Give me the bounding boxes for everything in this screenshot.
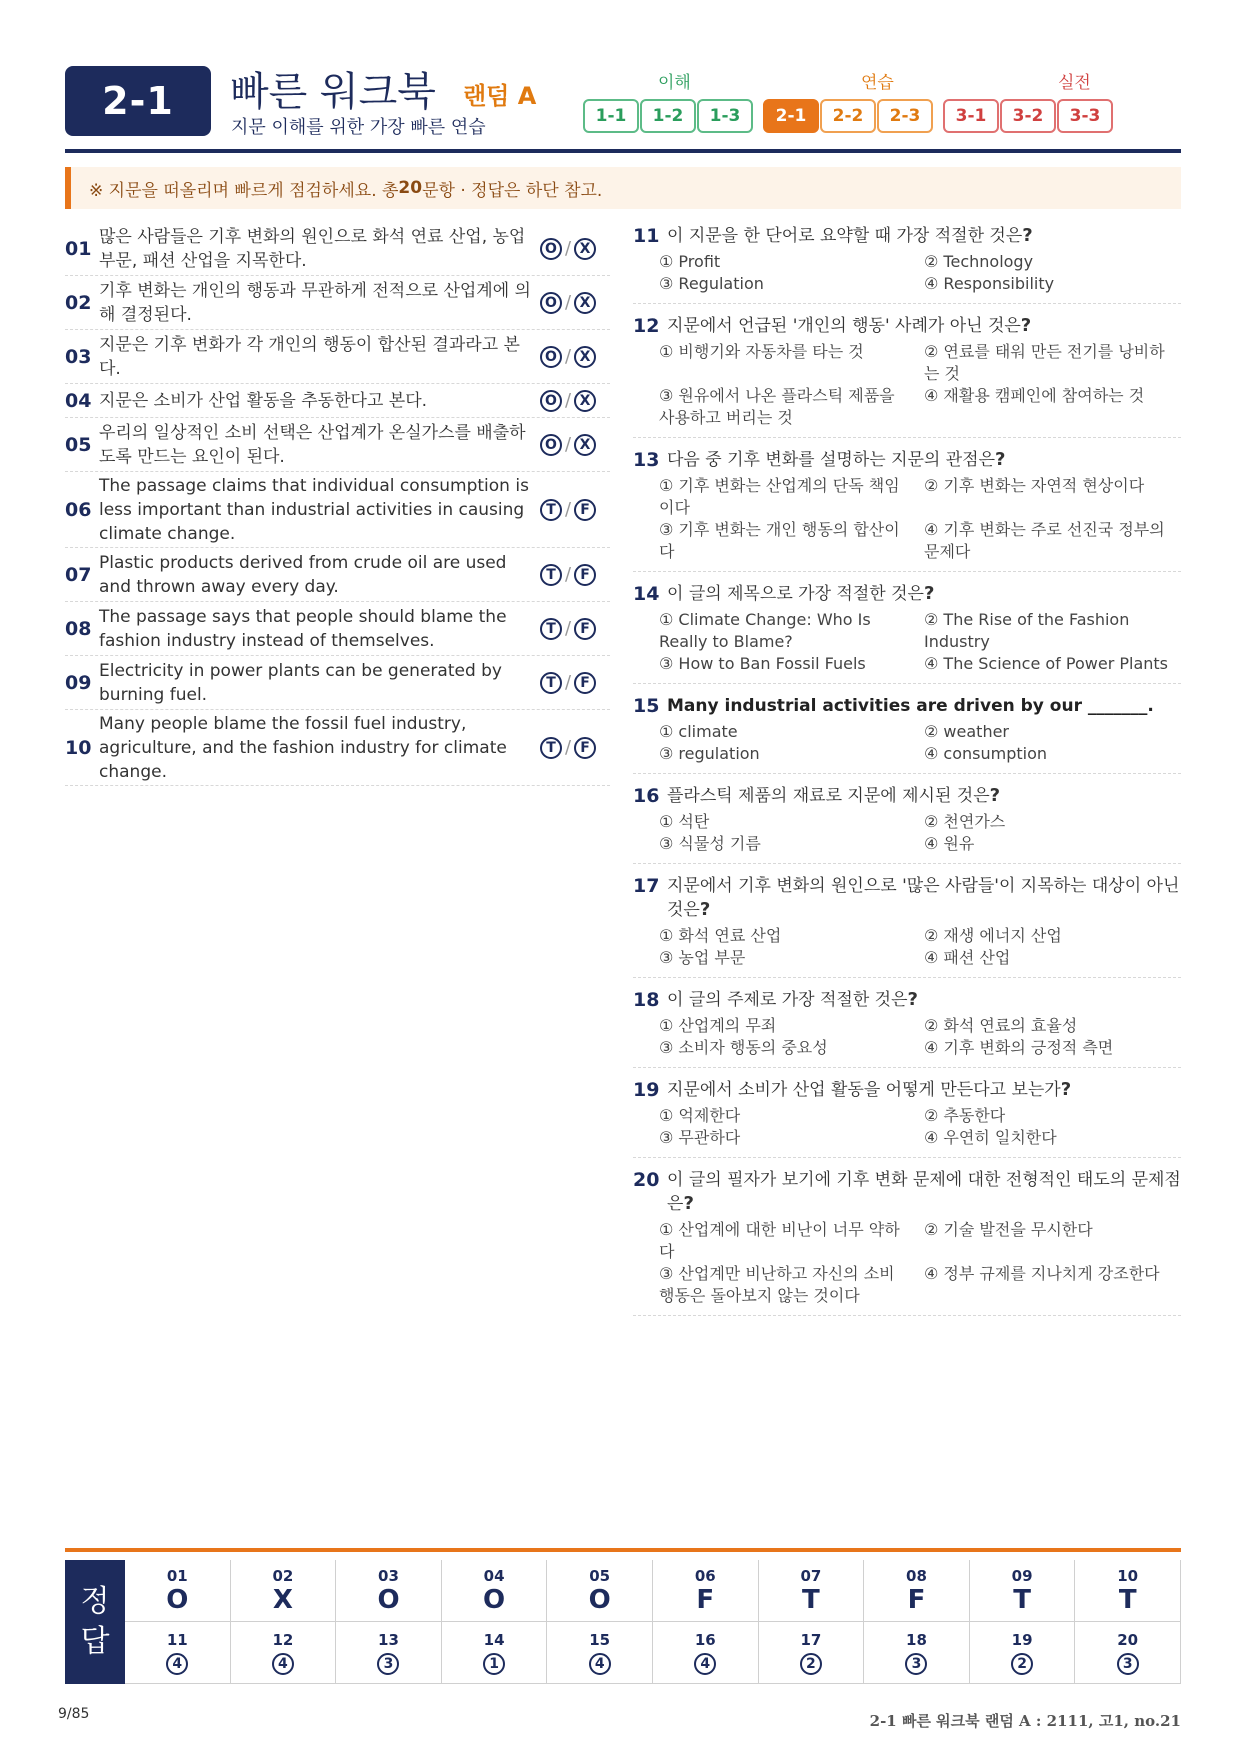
answer-value: O	[588, 1584, 611, 1615]
question-statement: 우리의 일상적인 소비 선택은 산업계가 온실가스를 배출하도록 만드는 요인이 된다.	[99, 422, 526, 467]
answer-number: 12	[272, 1630, 294, 1649]
question-text: 이 글의 주제로 가장 적절한 것은	[667, 990, 908, 1010]
option-grid	[633, 475, 1181, 563]
answer-value: 1	[483, 1653, 505, 1675]
question-statement: The passage claims that individual consumption is less important than industrial activities in causing climate change.	[99, 475, 529, 544]
option-grid	[633, 341, 1181, 429]
ox-item	[65, 656, 610, 710]
question-number: 20	[633, 1169, 660, 1191]
answer-value: 4	[166, 1653, 188, 1675]
question-prompt	[633, 314, 1181, 338]
instruction-notice	[65, 167, 1181, 209]
answer-value: T	[1118, 1584, 1137, 1615]
slash-divider: /	[565, 564, 572, 585]
answer-number: 02	[272, 1566, 294, 1585]
slash-divider: /	[565, 238, 572, 259]
answer-number: 09	[1011, 1566, 1033, 1585]
answer-option[interactable]: ③ 산업계만 비난하고 자신의 소비 행동은 돌아보지 않는 것이다	[659, 1264, 895, 1305]
answer-label-top: 정	[80, 1584, 110, 1619]
answer-option[interactable]: ④ 패션 산업	[924, 948, 1011, 967]
question-number: 01	[65, 237, 92, 260]
option-grid	[633, 609, 1181, 675]
answer-value: 2	[1011, 1653, 1033, 1675]
answer-grid	[125, 1560, 1181, 1684]
answer-value: 4	[272, 1653, 294, 1675]
question-statement: 많은 사람들은 기후 변화의 원인으로 화석 연료 산업, 농업 부문, 패션 산업을 지목한다.	[99, 226, 526, 271]
question-statement: Many people blame the fossil fuel industry, agriculture, and the fashion industry for climate change.	[99, 713, 507, 782]
choice-f-circle[interactable]: F	[574, 618, 596, 640]
question-mark: ?	[923, 583, 935, 604]
choice-f-circle[interactable]: F	[574, 564, 596, 586]
mcq-question-list	[633, 222, 1181, 1324]
step-button-1-2[interactable]: 1-2	[640, 99, 696, 133]
answer-option[interactable]: ② Technology	[924, 252, 1034, 271]
answer-option[interactable]: ③ 식물성 기름	[659, 834, 761, 853]
question-number: 14	[633, 583, 660, 605]
mcq-item	[633, 1166, 1181, 1316]
step-button-1-1[interactable]: 1-1	[583, 99, 639, 133]
answer-value: 3	[1117, 1653, 1139, 1675]
question-statement: Electricity in power plants can be generated by burning fuel.	[99, 660, 502, 705]
answer-number: 04	[483, 1566, 505, 1585]
question-text: 이 지문을 한 단어로 요약할 때 가장 적절한 것은	[667, 226, 1023, 246]
answer-cell	[970, 1560, 1076, 1622]
answer-cell	[759, 1622, 865, 1684]
answer-option[interactable]: ① Profit	[659, 252, 721, 271]
answer-cell	[864, 1622, 970, 1684]
answer-option[interactable]: ② 연료를 태워 만든 전기를 낭비하는 것	[924, 342, 1165, 383]
question-number: 16	[633, 785, 660, 807]
answer-cell	[231, 1622, 337, 1684]
answer-cell	[1075, 1560, 1181, 1622]
question-number: 09	[65, 671, 92, 694]
question-prompt	[633, 1078, 1181, 1102]
option-grid	[633, 1015, 1181, 1059]
answer-option[interactable]: ③ 소비자 행동의 중요성	[659, 1038, 828, 1057]
answer-option[interactable]: ① 화석 연료 산업	[659, 926, 782, 945]
answer-cell	[442, 1622, 548, 1684]
question-number: 10	[65, 736, 92, 759]
answer-option[interactable]: ① 기후 변화는 산업계의 단독 책임이다	[659, 476, 900, 517]
answer-option[interactable]: ④ The Science of Power Plants	[924, 654, 1168, 673]
question-prompt	[633, 224, 1181, 248]
answer-number: 14	[483, 1630, 505, 1649]
question-number: 19	[633, 1079, 660, 1101]
choice-x-circle[interactable]: X	[574, 292, 596, 314]
answer-cell	[125, 1622, 231, 1684]
answer-number: 05	[589, 1566, 611, 1585]
answer-number: 20	[1117, 1630, 1139, 1649]
option-grid	[633, 1105, 1181, 1149]
answer-option[interactable]: ① 비행기와 자동차를 타는 것	[659, 342, 864, 361]
question-number: 07	[65, 563, 92, 586]
answer-cell	[547, 1622, 653, 1684]
question-number: 06	[65, 498, 92, 521]
mcq-item	[633, 312, 1181, 438]
answer-cell	[336, 1622, 442, 1684]
answer-option[interactable]: ① 석탄	[659, 812, 710, 831]
choice-o-circle[interactable]: O	[540, 292, 562, 314]
answer-option[interactable]: ① climate	[659, 722, 738, 741]
choice-x-circle[interactable]: X	[574, 238, 596, 260]
group-label-practice: 연습	[861, 73, 894, 93]
question-mark: ?	[1022, 225, 1033, 246]
answer-cell	[442, 1560, 548, 1622]
ox-item	[65, 222, 610, 276]
answer-value: F	[696, 1584, 715, 1615]
mcq-item	[633, 580, 1181, 684]
option-grid	[633, 721, 1181, 765]
answer-option[interactable]: ④ 정부 규제를 지나치게 강조한다	[924, 1264, 1160, 1283]
question-statement: 기후 변화는 개인의 행동과 무관하게 전적으로 산업계에 의해 결정된다.	[99, 280, 531, 325]
ox-item	[65, 602, 610, 656]
answer-option[interactable]: ④ Responsibility	[924, 274, 1055, 293]
answer-value: T	[1013, 1584, 1031, 1615]
answer-option[interactable]: ③ 원유에서 나온 플라스틱 제품을 사용하고 버리는 것	[659, 386, 895, 427]
answer-option[interactable]: ① 억제한다	[659, 1106, 741, 1125]
step-button-3-1[interactable]: 3-1	[943, 99, 999, 133]
mcq-item	[633, 782, 1181, 864]
question-prompt	[633, 694, 1181, 718]
mcq-item	[633, 1076, 1181, 1158]
question-prompt	[633, 988, 1181, 1012]
question-mark: ?	[995, 449, 1006, 470]
slash-divider: /	[565, 434, 572, 455]
answer-choice-marks	[540, 346, 596, 368]
answer-cell	[336, 1560, 442, 1622]
answer-choice-marks	[540, 737, 596, 759]
choice-o-circle[interactable]: O	[540, 390, 562, 412]
choice-x-circle[interactable]: X	[574, 434, 596, 456]
answer-cell	[231, 1560, 337, 1622]
question-number: 13	[633, 449, 660, 471]
slash-divider: /	[565, 346, 572, 367]
answer-number: 01	[166, 1566, 188, 1585]
page-subtitle: 지문 이해를 위한 가장 빠른 연습	[231, 117, 486, 138]
option-grid	[633, 925, 1181, 969]
answer-cell	[653, 1622, 759, 1684]
notice-prefix: ※ 지문을 떠올리며 빠르게 점검하세요. 총	[89, 180, 399, 201]
answer-number: 15	[589, 1630, 611, 1649]
question-text: 지문에서 언급된 '개인의 행동' 사례가 아닌 것은	[667, 316, 1021, 336]
question-text: Many industrial activities are driven by our _______.	[667, 696, 1154, 716]
answer-cell	[1075, 1622, 1181, 1684]
answer-number: 03	[378, 1566, 399, 1585]
ox-item	[65, 276, 610, 330]
ox-item	[65, 384, 610, 418]
answer-cell	[547, 1560, 653, 1622]
answer-option[interactable]: ① Climate Change: Who Is Really to Blame?	[659, 610, 871, 651]
answer-option[interactable]: ① 산업계에 대한 비난이 너무 약하다	[659, 1220, 900, 1261]
answer-value: 3	[905, 1653, 927, 1675]
ox-question-list	[65, 222, 610, 786]
ox-item	[65, 330, 610, 384]
ox-item	[65, 548, 610, 602]
page-number: 9/85	[58, 1706, 90, 1722]
answer-option[interactable]: ② 천연가스	[924, 812, 1006, 831]
answer-option[interactable]: ② 기술 발전을 무시한다	[924, 1220, 1093, 1239]
answer-option[interactable]: ④ 재활용 캠페인에 참여하는 것	[924, 386, 1145, 405]
answer-number: 19	[1011, 1630, 1033, 1649]
answer-option[interactable]: ② The Rise of the Fashion Industry	[924, 610, 1130, 651]
answer-number: 08	[906, 1566, 927, 1585]
answer-cell	[125, 1560, 231, 1622]
choice-o-circle[interactable]: O	[540, 434, 562, 456]
choice-x-circle[interactable]: X	[574, 346, 596, 368]
answer-choice-marks	[540, 434, 596, 456]
answer-key	[65, 1560, 1181, 1684]
answer-number: 18	[906, 1630, 927, 1649]
question-mark: ?	[699, 899, 711, 920]
choice-t-circle[interactable]: T	[540, 737, 562, 759]
question-mark: ?	[989, 785, 1001, 806]
answer-value: 4	[589, 1653, 611, 1675]
step-button-2-3[interactable]: 2-3	[877, 99, 933, 133]
question-mark: ?	[1020, 315, 1032, 336]
answer-number: 06	[694, 1566, 716, 1585]
answer-key-label	[65, 1560, 125, 1684]
ox-item	[65, 472, 610, 548]
question-statement: Plastic products derived from crude oil are used and thrown away every day.	[99, 552, 507, 597]
source-note: 2-1 빠른 워크북 랜덤 A : 2111, 고1, no.21	[869, 1712, 1181, 1730]
step-button-3-2[interactable]: 3-2	[1000, 99, 1056, 133]
answer-option[interactable]: ④ 우연히 일치한다	[924, 1128, 1057, 1147]
question-number: 02	[65, 291, 92, 314]
answer-option[interactable]: ③ regulation	[659, 744, 760, 763]
answer-option[interactable]: ③ 무관하다	[659, 1128, 741, 1147]
answer-choice-marks	[540, 390, 596, 412]
answer-value: 3	[377, 1653, 399, 1675]
answer-option[interactable]: ① 산업계의 무죄	[659, 1016, 777, 1035]
question-text: 다음 중 기후 변화를 설명하는 지문의 관점은	[667, 450, 996, 470]
answer-cell	[653, 1560, 759, 1622]
notice-count: 20	[398, 178, 423, 198]
group-label-real: 실전	[1058, 73, 1091, 93]
answer-value: F	[907, 1584, 926, 1615]
page-title: 빠른 워크북	[230, 69, 436, 115]
question-text: 플라스틱 제품의 재료로 지문에 제시된 것은	[667, 786, 990, 806]
answer-option[interactable]: ③ How to Ban Fossil Fuels	[659, 654, 866, 673]
question-number: 03	[65, 345, 92, 368]
answer-value: 4	[694, 1653, 716, 1675]
answer-label-bottom: 답	[80, 1624, 110, 1659]
answer-number: 17	[800, 1630, 822, 1649]
step-button-3-3[interactable]: 3-3	[1057, 99, 1113, 133]
option-grid	[633, 811, 1181, 855]
question-number: 04	[65, 389, 92, 412]
question-mark: ?	[683, 1193, 694, 1214]
ox-item	[65, 418, 610, 472]
choice-t-circle[interactable]: T	[540, 618, 562, 640]
answer-number: 07	[800, 1566, 822, 1585]
answer-number: 13	[378, 1630, 399, 1649]
question-number: 12	[633, 315, 660, 337]
answer-option[interactable]: ③ 농업 부문	[659, 948, 746, 967]
step-button-1-3[interactable]: 1-3	[697, 99, 753, 133]
answer-option[interactable]: ② weather	[924, 722, 1009, 741]
header-divider	[65, 149, 1181, 153]
slash-divider: /	[565, 737, 572, 758]
answer-choice-marks	[540, 672, 596, 694]
mcq-item	[633, 692, 1181, 774]
option-grid	[633, 251, 1181, 295]
answer-key-divider	[65, 1548, 1181, 1552]
choice-f-circle[interactable]: F	[574, 672, 596, 694]
mcq-item	[633, 986, 1181, 1068]
answer-option[interactable]: ② 기후 변화는 자연적 현상이다	[924, 476, 1145, 495]
question-mark: ?	[907, 989, 918, 1010]
question-prompt	[633, 874, 1181, 922]
slash-divider: /	[565, 672, 572, 693]
answer-choice-marks	[540, 499, 596, 521]
answer-choice-marks	[540, 564, 596, 586]
question-statement: The passage says that people should blame the fashion industry instead of themselves.	[99, 606, 507, 651]
choice-x-circle[interactable]: X	[574, 390, 596, 412]
mcq-item	[633, 446, 1181, 572]
answer-value: T	[802, 1584, 820, 1615]
choice-t-circle[interactable]: T	[540, 564, 562, 586]
slash-divider: /	[565, 499, 572, 520]
answer-value: O	[377, 1584, 400, 1615]
choice-t-circle[interactable]: T	[540, 499, 562, 521]
answer-option[interactable]: ④ 원유	[924, 834, 975, 853]
question-statement: 지문은 기후 변화가 각 개인의 행동이 합산된 결과라고 본다.	[99, 334, 520, 379]
unit-badge: 2-1	[65, 66, 211, 136]
question-number: 17	[633, 875, 660, 897]
question-statement: 지문은 소비가 산업 활동을 추동한다고 본다.	[99, 390, 428, 411]
question-text: 지문에서 소비가 산업 활동을 어떻게 만든다고 보는가	[667, 1080, 1061, 1100]
answer-choice-marks	[540, 292, 596, 314]
answer-number: 11	[166, 1630, 188, 1649]
answer-cell	[970, 1622, 1076, 1684]
answer-option[interactable]: ④ consumption	[924, 744, 1048, 763]
question-number: 18	[633, 989, 660, 1011]
question-number: 08	[65, 617, 92, 640]
choice-f-circle[interactable]: F	[574, 499, 596, 521]
answer-cell	[759, 1560, 865, 1622]
answer-value: O	[166, 1584, 189, 1615]
answer-number: 16	[694, 1630, 716, 1649]
question-text: 이 글의 필자가 보기에 기후 변화 문제에 대한 전형적인 태도의 문제점은	[667, 1170, 1181, 1214]
answer-choice-marks	[540, 618, 596, 640]
question-mark: ?	[1060, 1079, 1072, 1100]
question-prompt	[633, 784, 1181, 808]
question-number: 11	[633, 225, 660, 247]
answer-option[interactable]: ④ 기후 변화의 긍정적 측면	[924, 1038, 1114, 1057]
group-label-understand: 이해	[658, 73, 691, 93]
question-text: 이 글의 제목으로 가장 적절한 것은	[667, 584, 924, 604]
worksheet-header	[65, 66, 1181, 152]
choice-o-circle[interactable]: O	[540, 238, 562, 260]
choice-t-circle[interactable]: T	[540, 672, 562, 694]
question-text: 지문에서 기후 변화의 원인으로 '많은 사람들'이 지목하는 대상이 아닌 것은	[667, 876, 1180, 920]
answer-option[interactable]: ③ 기후 변화는 개인 행동의 합산이다	[659, 520, 900, 561]
question-prompt	[633, 1168, 1181, 1216]
variant-label: 랜덤 A	[463, 82, 537, 110]
answer-option[interactable]: ④ 기후 변화는 주로 선진국 정부의 문제다	[924, 520, 1165, 561]
question-number: 15	[633, 695, 660, 717]
mcq-item	[633, 222, 1181, 304]
step-button-2-2[interactable]: 2-2	[820, 99, 876, 133]
option-grid	[633, 1219, 1181, 1307]
slash-divider: /	[565, 390, 572, 411]
answer-value: X	[272, 1584, 293, 1615]
notice-suffix: 문항 · 정답은 하단 참고.	[422, 180, 603, 201]
question-prompt	[633, 582, 1181, 606]
answer-option[interactable]: ② 재생 에너지 산업	[924, 926, 1062, 945]
answer-option[interactable]: ② 화석 연료의 효율성	[924, 1016, 1078, 1035]
question-prompt	[633, 448, 1181, 472]
answer-value: 2	[800, 1653, 822, 1675]
question-number: 05	[65, 433, 92, 456]
answer-choice-marks	[540, 238, 596, 260]
mcq-item	[633, 872, 1181, 978]
answer-option[interactable]: ③ Regulation	[659, 274, 764, 293]
choice-f-circle[interactable]: F	[574, 737, 596, 759]
answer-value: O	[483, 1584, 506, 1615]
answer-number: 10	[1117, 1566, 1139, 1585]
choice-o-circle[interactable]: O	[540, 346, 562, 368]
step-button-2-1[interactable]: 2-1	[763, 99, 819, 133]
ox-item	[65, 710, 610, 786]
answer-cell	[864, 1560, 970, 1622]
slash-divider: /	[565, 292, 572, 313]
answer-option[interactable]: ② 추동한다	[924, 1106, 1006, 1125]
slash-divider: /	[565, 618, 572, 639]
